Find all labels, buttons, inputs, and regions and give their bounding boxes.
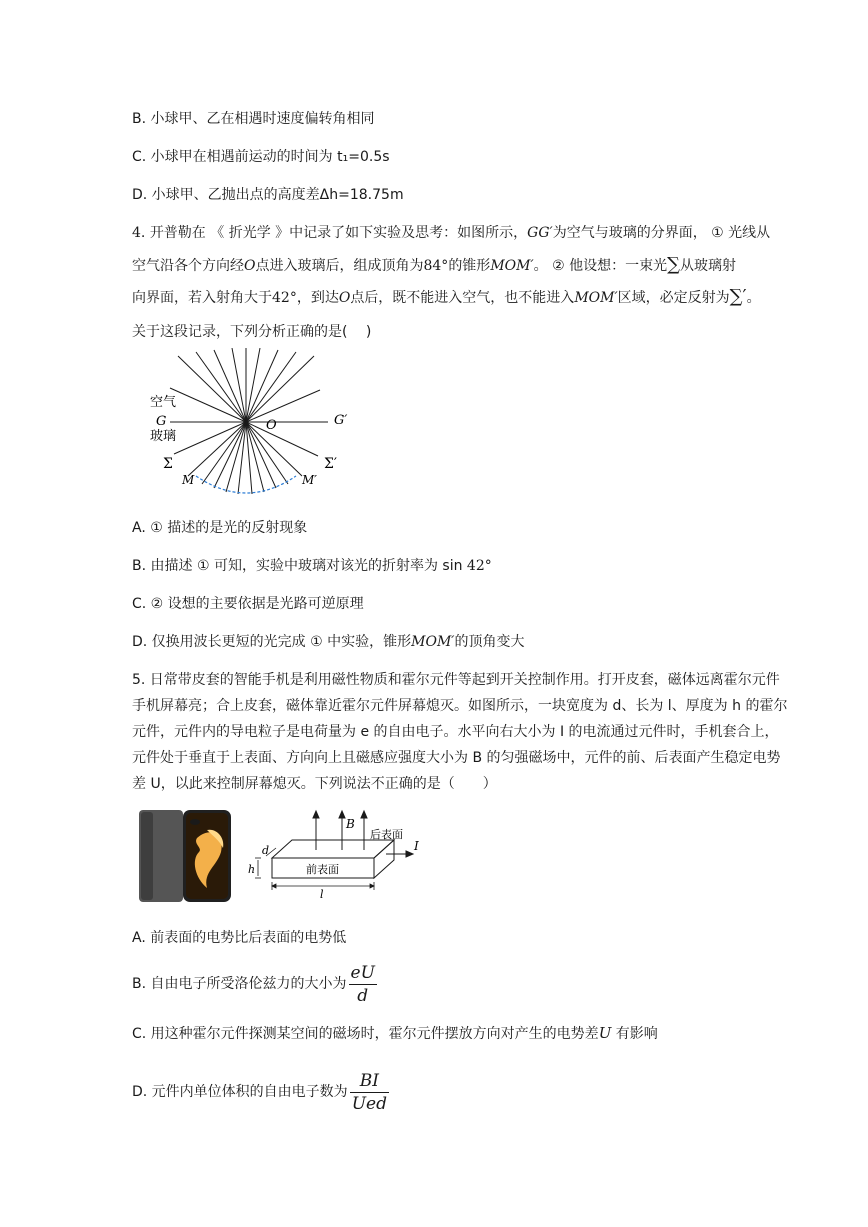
slab-side-face — [374, 840, 394, 878]
q4-stem-line-1 — [132, 223, 770, 243]
label-b: B — [346, 817, 355, 831]
q4-text: 空气沿各个方向经 — [132, 258, 244, 274]
q5-option-c — [132, 1023, 658, 1044]
q4-text: 。 ② 他设想：一束光 — [533, 258, 668, 274]
q4-text: 从玻璃射 — [679, 258, 736, 274]
q5-option-d-text: D. 元件内单位体积的自由电子数为 — [132, 1084, 348, 1100]
q5-option-c-text: C. 用这种霍尔元件探测某空间的磁场时，霍尔元件摆放方向对产生的电势差 — [132, 1026, 599, 1042]
q3-option-c: C. 小球甲在相遇前运动的时间为 t₁=0.5s — [132, 149, 390, 165]
q5-stem-line-1: 5. 日常带皮套的智能手机是利用磁性物质和霍尔元件等起到开关控制作用。打开皮套，磁体远离霍尔元件 — [132, 672, 780, 688]
q4-refraction-figure — [130, 348, 360, 496]
q4-stem-line-3 — [132, 287, 761, 308]
q4-option-d-text-end: 的顶角变大 — [454, 634, 525, 650]
q5-option-a: A. 前表面的电势比后表面的电势低 — [132, 930, 347, 946]
q4-option-d — [132, 632, 524, 652]
q5-option-b-text: B. 自由电子所受洛伦兹力的大小为 — [132, 976, 347, 992]
magnetic-field-arrows — [313, 811, 367, 850]
q5-phone-photo — [137, 808, 233, 904]
q4-option-b-text: B. 由描述 ① 可知，实验中玻璃对该光的折射率为 sin — [132, 558, 463, 574]
q4-text: 。 — [746, 290, 761, 306]
q4-label-g-prime: G′ — [334, 413, 348, 428]
q4-cone-arc — [196, 476, 296, 493]
q4-option-d-cone: MOM′ — [411, 634, 455, 650]
fraction-denominator: d — [357, 985, 369, 1006]
q4-stem-line-2 — [132, 255, 736, 276]
q4-stem-line-4: 关于这段记录，下列分析正确的是( ) — [132, 324, 372, 340]
q4-text: ，到达 — [296, 290, 339, 306]
q4-option-c: C. ② 设想的主要依据是光路可逆原理 — [132, 596, 364, 612]
label-thickness-h: h — [248, 863, 256, 876]
current-arrow — [386, 851, 413, 857]
q3-option-b: B. 小球甲、乙在相遇时速度偏转角相同 — [132, 111, 375, 127]
label-length-l: l — [320, 888, 324, 900]
fraction-numerator: eU — [350, 962, 375, 983]
q4-angle-42: 42° — [272, 290, 297, 306]
fraction-denominator: Ued — [351, 1093, 387, 1114]
q4-label-glass: 玻璃 — [150, 429, 177, 444]
q5-stem-line-4: 元件处于垂直于上表面、方向向上且磁感应强度大小为 B 的匀强磁场中，元件的前、后表面产生稳定电势 — [132, 750, 781, 766]
q4-text: 点后，既不能进入空气，也不能进入 — [350, 290, 575, 306]
label-back-surface: 后表面 — [370, 828, 403, 841]
q4-interface-label: GG′ — [527, 225, 553, 241]
q4-option-b — [132, 556, 492, 576]
q4-text: 向界面，若入射角大于 — [132, 290, 272, 306]
q4-label-sigma: Σ — [163, 456, 173, 472]
q4-cone-label: MOM′ — [490, 258, 534, 274]
q4-angle-84: 84° — [423, 258, 449, 274]
q4-label-sigma-prime: Σ′ — [324, 456, 338, 472]
label-width-d: d — [262, 844, 270, 857]
q4-cone-label: MOM′ — [574, 290, 618, 306]
q5-hall-element-figure — [246, 808, 436, 900]
q4-label-air: 空气 — [150, 395, 177, 410]
q4-sigma: ∑ — [667, 254, 680, 275]
q4-label-o: O — [266, 418, 277, 433]
q4-number: 4. — [132, 225, 146, 241]
q4-label-g: G — [156, 414, 167, 429]
q4-sigma-prime: ∑′ — [729, 286, 747, 307]
q4-text: 区域，必定反射为 — [617, 290, 730, 306]
q4-label-m-prime: M′ — [302, 473, 318, 487]
phone-camera — [190, 819, 200, 825]
fraction-numerator: BI — [350, 1071, 389, 1093]
label-current: I — [414, 839, 419, 853]
q5-option-d-fraction — [350, 1071, 389, 1114]
q5-stem-line-5: 差 U，以此来控制屏幕熄灭。下列说法不正确的是（ ） — [132, 776, 497, 792]
q3-option-d: D. 小球甲、乙抛出点的高度差Δh=18.75m — [132, 187, 404, 203]
q5-option-d — [132, 1070, 389, 1114]
q5-stem-line-2: 手机屏幕亮；合上皮套，磁体靠近霍尔元件屏幕熄灭。如图所示，一块宽度为 d、长为 l、厚度为 h 的霍尔 — [132, 698, 788, 714]
q4-option-a: A. ① 描述的是光的反射现象 — [132, 520, 308, 536]
q4-label-m: M — [182, 473, 195, 487]
q4-point-o: O — [244, 258, 256, 274]
q4-point-o: O — [338, 290, 351, 306]
q4-text: 点进入玻璃后，组成顶角为 — [255, 258, 424, 274]
q5-option-c-text-end: 有影响 — [615, 1026, 658, 1042]
q5-stem-line-3: 元件，元件内的导电粒子是电荷量为 e 的自由电子。水平向右大小为 I 的电流通过元件时，手机套合上， — [132, 724, 779, 740]
q5-option-c-u: U — [598, 1024, 612, 1042]
q4-option-b-angle: 42° — [466, 558, 492, 574]
q4-text: 的锥形 — [448, 258, 491, 274]
q4-text: 为空气与玻璃的分界面， ① 光线从 — [552, 225, 771, 241]
q5-option-b — [132, 962, 377, 1006]
label-front-surface: 前表面 — [306, 863, 339, 876]
slab-top-face — [272, 840, 394, 858]
q4-option-d-text: D. 仅换用波长更短的光完成 ① 中实验，锥形 — [132, 634, 412, 650]
q5-option-b-fraction — [349, 963, 377, 1006]
q4-text: 开普勒在 《 折光学 》中记录了如下实验及思考：如图所示， — [149, 225, 528, 241]
